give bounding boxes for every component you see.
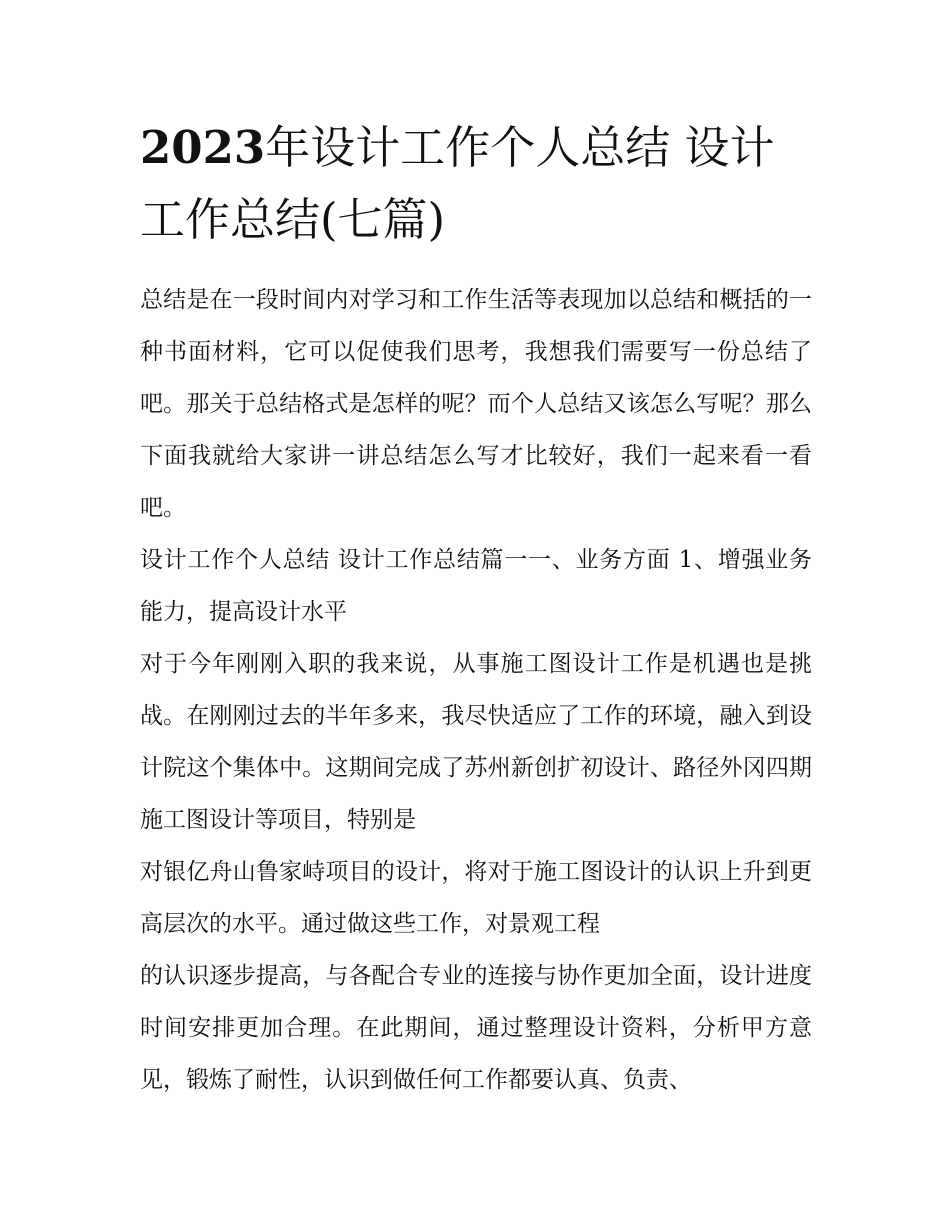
document-title (140, 112, 812, 256)
paragraph-body-2: 对银亿舟山鲁家峙项目的设计，将对于施工图设计的认识上升到更高层次的水平。通过做这些工作，对景观工程 (140, 859, 812, 937)
paragraph-intro: 总结是在一段时间内对学习和工作生活等表现加以总结和概括的一种书面材料，它可以促使我们思考，我想我们需要写一份总结了吧。那关于总结格式是怎样的呢？而个人总结又该怎么写呢？那么下面我就给大家讲一讲总结怎么写才比较好，我们一起来看一看吧。 (140, 287, 812, 521)
title-year: 2023 (140, 121, 266, 174)
paragraph-section-heading: 设计工作个人总结 设计工作总结篇一一、业务方面 1、增强业务能力，提高设计水平 (140, 547, 812, 625)
title-text: 年设计工作个人总结 设计工作总结(七篇) (140, 121, 775, 246)
paragraph-body-3: 的认识逐步提高，与各配合专业的连接与协作更加全面，设计进度时间安排更加合理。在此期间，通过整理设计资料，分析甲方意见，锻炼了耐性，认识到做任何工作都要认真、负责、 (140, 963, 812, 1093)
document-content (140, 112, 812, 1106)
paragraph-body-1: 对于今年刚刚入职的我来说，从事施工图设计工作是机遇也是挑战。在刚刚过去的半年多来，我尽快适应了工作的环境，融入到设计院这个集体中。这期间完成了苏州新创扩初设计、路径外冈四期施工图设计等项目，特别是 (140, 651, 812, 833)
